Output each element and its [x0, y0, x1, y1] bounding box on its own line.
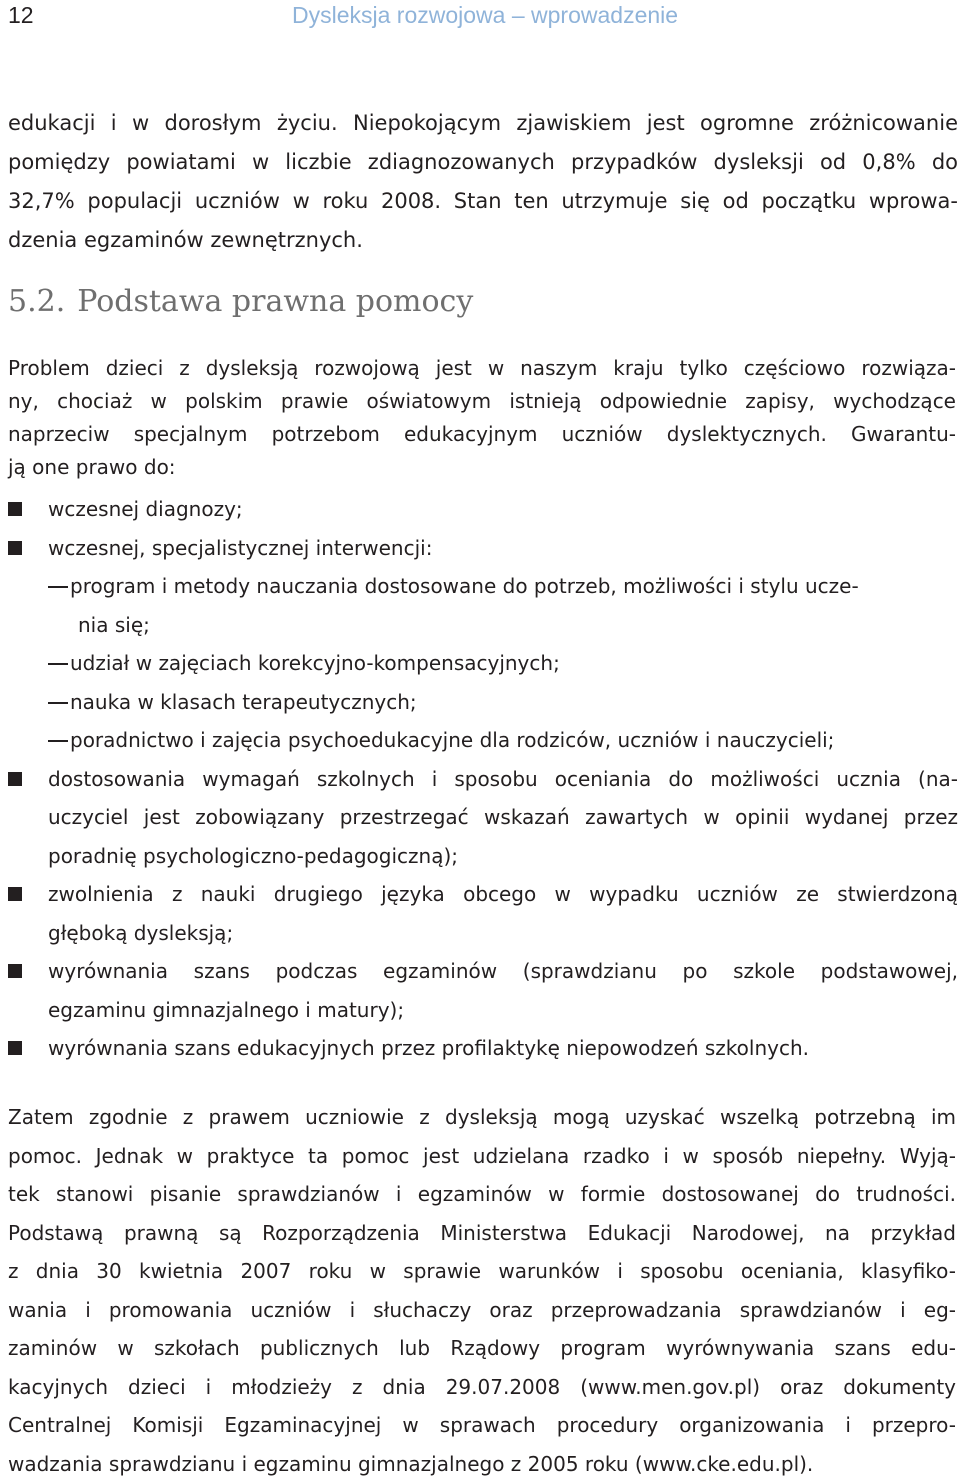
text-line: edukacji i w dorosłym życiu. Niepokojącym zjawiskiem jest ogromne zróżnicowanie — [8, 104, 958, 143]
text-line: 32,7% populacji uczniów w roku 2008. Stan ten utrzymuje się od początku wprowa- — [8, 182, 958, 221]
list-item-text: nia się; — [70, 606, 958, 645]
intro-paragraph — [8, 104, 958, 260]
text-line: pomoc. Jednak w praktyce ta pomoc jest udzielana rzadko i w sposób niepełny. Wyją- — [8, 1137, 956, 1176]
text-line: dzenia egzaminów zewnętrznych. — [8, 221, 958, 260]
page-header — [0, 0, 960, 34]
sub-list-item — [8, 644, 958, 683]
square-bullet-icon — [8, 887, 22, 901]
list-item-text: głęboką dysleksją; — [48, 914, 958, 953]
sub-list-item — [8, 683, 958, 722]
text-line: Zatem zgodnie z prawem uczniowie z dysleksją mogą uzyskać wszelką potrzebną im — [8, 1098, 956, 1137]
list-item-text: program i metody nauczania dostosowane do potrzeb, możliwości i stylu ucze- — [70, 567, 958, 606]
square-bullet-icon — [8, 1041, 22, 1055]
text-line: naprzeciw specjalnym potrzebom edukacyjnym uczniów dyslektycznych. Gwarantu- — [8, 418, 956, 451]
list-item — [8, 875, 958, 952]
dash-bullet-icon — [48, 702, 68, 704]
text-line: Problem dzieci z dysleksją rozwojową jest w naszym kraju tylko częściowo rozwiąza- — [8, 352, 956, 385]
list-item — [8, 1029, 958, 1068]
running-title: Dysleksja rozwojowa – wprowadzenie — [292, 2, 678, 29]
text-line: zaminów w szkołach publicznych lub Rządowy program wyrównywania szans edu- — [8, 1329, 956, 1368]
section-title: Podstawa prawna pomocy — [77, 284, 473, 319]
paragraph-legal-basis — [8, 352, 956, 484]
square-bullet-icon — [8, 541, 22, 555]
paragraph-practice — [8, 1098, 956, 1483]
list-item-text: zwolnienia z nauki drugiego języka obcego w wypadku uczniów ze stwierdzoną — [48, 875, 958, 914]
text-line: wania i promowania uczniów i słuchaczy oraz przeprowadzania sprawdzianów i eg- — [8, 1291, 956, 1330]
text-line: Podstawą prawną są Rozporządzenia Ministerstwa Edukacji Narodowej, na przykład — [8, 1214, 956, 1253]
square-bullet-icon — [8, 772, 22, 786]
sub-list-item — [8, 721, 958, 760]
list-item-text: poradnię psychologiczno-pedagogiczną); — [48, 837, 958, 876]
list-item — [8, 952, 958, 1029]
dash-bullet-icon — [48, 586, 68, 588]
list-item-text: dostosowania wymagań szkolnych i sposobu oceniania do możliwości ucznia (na- — [48, 760, 958, 799]
text-line: ny, chociaż w polskim prawie oświatowym istnieją odpowiednie zapisy, wychodzące — [8, 385, 956, 418]
list-item-text: nauka w klasach terapeutycznych; — [70, 683, 958, 722]
section-number: 5.2. — [8, 284, 65, 319]
dash-bullet-icon — [48, 740, 68, 742]
text-line: z dnia 30 kwietnia 2007 roku w sprawie warunków i sposobu oceniania, klasyfiko- — [8, 1252, 956, 1291]
dash-bullet-icon — [48, 663, 68, 665]
text-line: Centralnej Komisji Egzaminacyjnej w sprawach procedury organizowania i przepro- — [8, 1406, 956, 1445]
page-number: 12 — [8, 2, 34, 29]
list-item — [8, 760, 958, 876]
text-line: wadzania sprawdzianu i egzaminu gimnazjalnego z 2005 roku (www.cke.edu.pl). — [8, 1445, 956, 1483]
list-item — [8, 529, 958, 568]
text-line: ją one prawo do: — [8, 451, 956, 484]
text-line: kacyjnych dzieci i młodzieży z dnia 29.07.2008 (www.men.gov.pl) oraz dokumenty — [8, 1368, 956, 1407]
list-item-text: egzaminu gimnazjalnego i matury); — [48, 991, 958, 1030]
list-item-text: wczesnej diagnozy; — [48, 490, 958, 529]
list-item-text: udział w zajęciach korekcyjno-kompensacyjnych; — [70, 644, 958, 683]
text-line: pomiędzy powiatami w liczbie zdiagnozowanych przypadków dysleksji od 0,8% do — [8, 143, 958, 182]
rights-list — [8, 490, 958, 1068]
list-item-text: wczesnej, specjalistycznej interwencji: — [48, 529, 958, 568]
text-line: tek stanowi pisanie sprawdzianów i egzaminów w formie dostosowanej do trudności. — [8, 1175, 956, 1214]
list-item-text: poradnictwo i zajęcia psychoedukacyjne dla rodziców, uczniów i nauczycieli; — [70, 721, 958, 760]
list-item-text: wyrównania szans podczas egzaminów (sprawdzianu po szkole podstawowej, — [48, 952, 958, 991]
list-item-text: uczyciel jest zobowiązany przestrzegać wskazań zawartych w opinii wydanej przez — [48, 798, 958, 837]
section-heading — [8, 284, 473, 319]
list-item-text: wyrównania szans edukacyjnych przez profilaktykę niepowodzeń szkolnych. — [48, 1029, 958, 1068]
square-bullet-icon — [8, 964, 22, 978]
list-item — [8, 490, 958, 529]
square-bullet-icon — [8, 502, 22, 516]
sub-list-item — [8, 567, 958, 644]
